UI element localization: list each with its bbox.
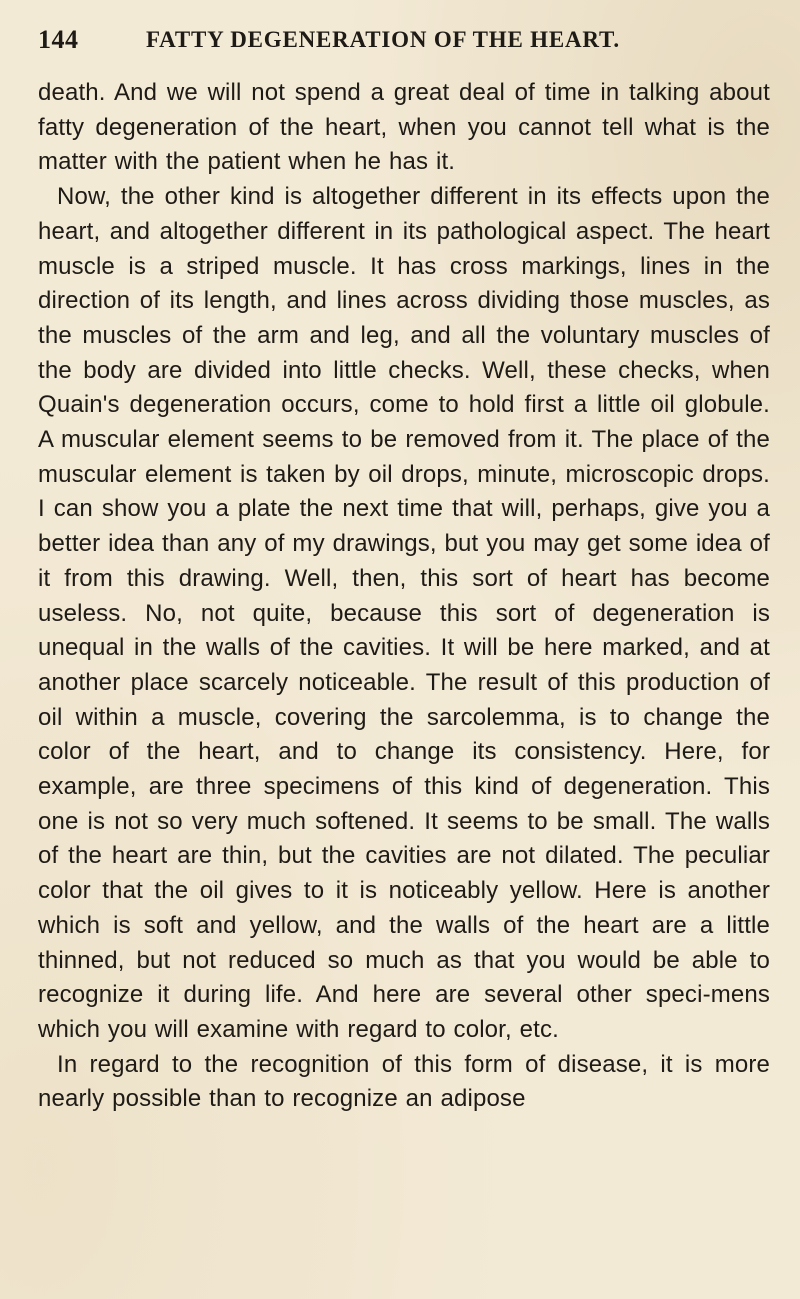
page-number: 144 xyxy=(38,25,79,54)
paragraph: Now, the other kind is altogether different in its effects upon the heart, and altogether different in its pathological aspect. The heart muscle is a striped muscle. It has cross markings, lines in the direction of its length, and lines across dividing those muscles, as the muscles of the arm and leg, and all the voluntary muscles of the body are divided into little checks. Well, these checks, when Quain's degeneration occurs, come to hold first a little oil globule. A muscular element seems to be removed from it. The place of the muscular element is taken by oil drops, minute, microscopic drops. I can show you a plate the next time that will, perhaps, give you a better idea than any of my drawings, but you may get some idea of it from this drawing. Well, then, this sort of heart has become useless. No, not quite, because this sort of degeneration is unequal in the walls of the cavities. It will be here marked, and at another place scarcely noticeable. The result of this production of oil within a muscle, covering the sarcolemma, is to change the color of the heart, and to change its consistency. Here, for example, are three specimens of this kind of degeneration. This one is not so very much softened. It seems to be small. The walls of the heart are thin, but the cavities are not dilated. The peculiar color that the oil gives to it is noticeably yellow. Here is another which is soft and yellow, and the walls of the heart are a little thinned, but not reduced so much as that you would be able to recognize it during life. And here are several other speci-mens which you will examine with regard to color, etc. xyxy=(38,183,770,1043)
paragraph: death. And we will not spend a great deal of time in talking about fatty degeneration of the heart, when you cannot tell what is the matter with the patient when he has it. xyxy=(38,79,770,176)
running-head: FATTY DEGENERATION OF THE HEART. xyxy=(146,27,620,52)
paragraph: In regard to the recognition of this form of disease, it is more nearly possible than to recognize an adipose xyxy=(38,1050,770,1113)
book-page xyxy=(38,22,770,1282)
page-header xyxy=(38,22,770,58)
body-text xyxy=(38,76,770,1117)
